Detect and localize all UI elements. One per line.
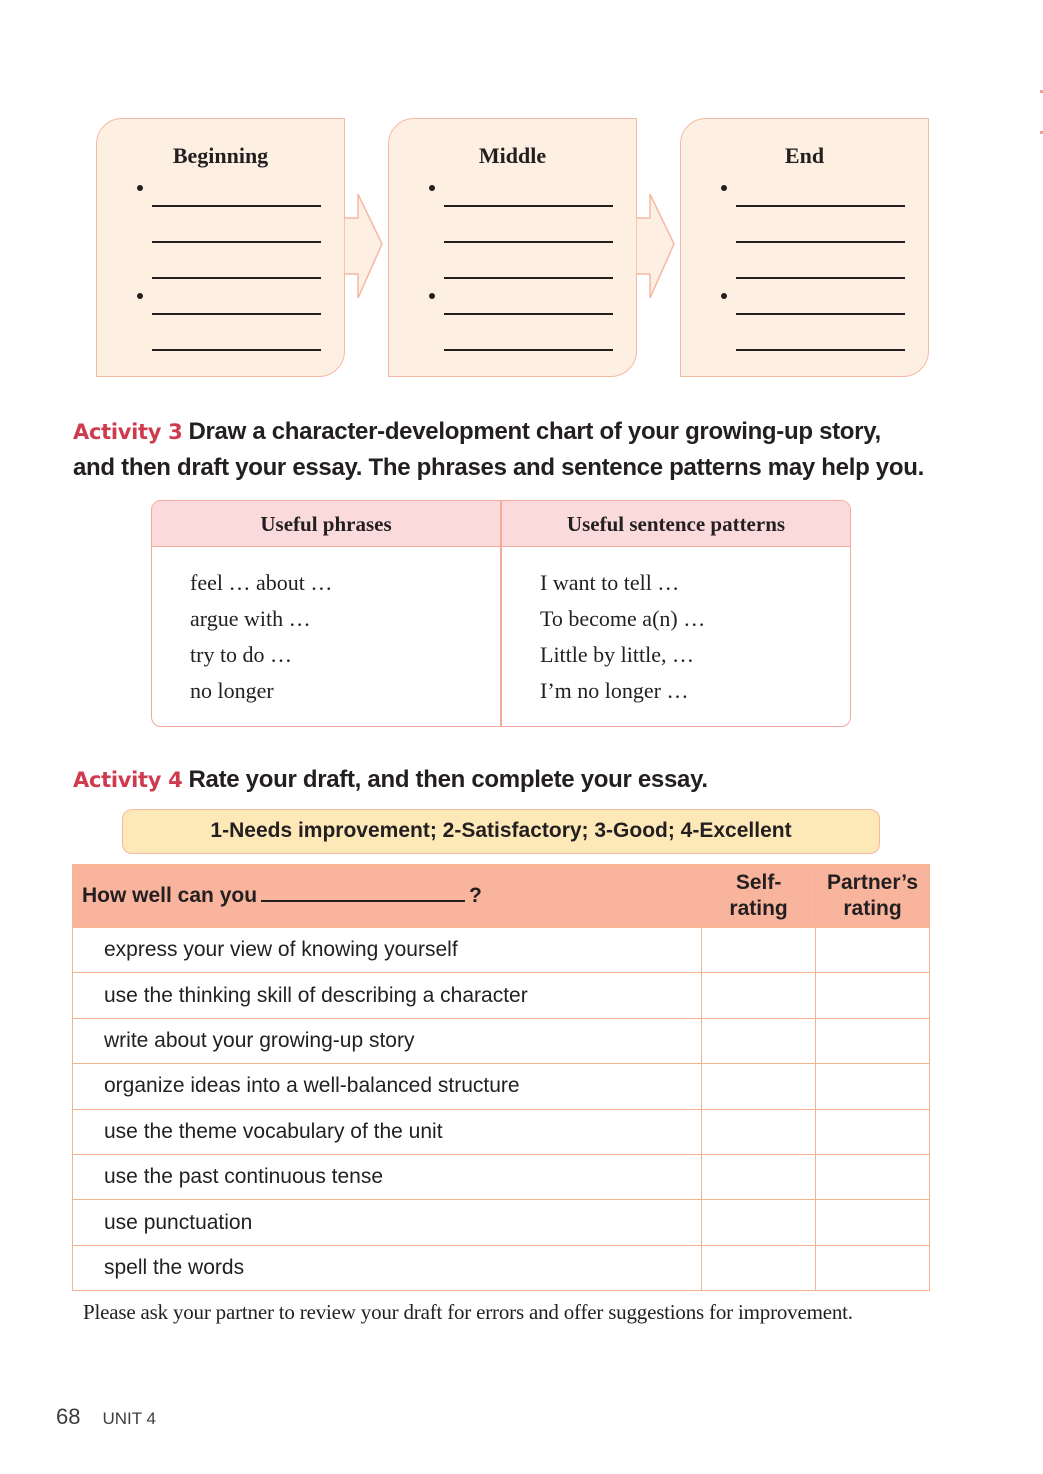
flow-box-title: Beginning — [172, 143, 269, 168]
skill-cell: use punctuation — [73, 1200, 702, 1245]
partner-rating-cell[interactable] — [816, 1109, 930, 1154]
flow-box-title: End — [784, 143, 825, 168]
bullet-icon — [429, 293, 435, 299]
question-prefix: How well can you — [82, 884, 258, 907]
table-row — [73, 1200, 930, 1245]
skill-cell: use the thinking skill of describing a character — [73, 973, 702, 1018]
self-rating-cell[interactable] — [702, 1109, 816, 1154]
writing-line[interactable] — [736, 313, 905, 315]
self-rating-cell[interactable] — [702, 1018, 816, 1063]
pattern-item: I’m no longer … — [540, 678, 689, 703]
question-suffix: ? — [469, 884, 482, 907]
phrase-item: feel … about … — [190, 570, 333, 595]
writing-line[interactable] — [444, 349, 613, 351]
writing-line[interactable] — [736, 349, 905, 351]
self-rating-cell[interactable] — [702, 928, 816, 973]
flow-box-end — [680, 118, 929, 377]
writing-line[interactable] — [736, 277, 905, 279]
question-header — [73, 865, 702, 928]
activity-tag: Activity 4 — [73, 768, 183, 792]
writing-line[interactable] — [152, 277, 321, 279]
arrow-right-icon — [344, 194, 386, 298]
unit-label: UNIT 4 — [102, 1409, 157, 1428]
self-rating-cell[interactable] — [702, 973, 816, 1018]
table-row — [73, 1245, 930, 1290]
flow-box-beginning — [96, 118, 345, 377]
phrase-item: no longer — [190, 678, 274, 703]
writing-line[interactable] — [736, 241, 905, 243]
page-footer — [56, 1404, 156, 1430]
table-row — [73, 928, 930, 973]
bullet-icon — [721, 185, 727, 191]
partner-rating-cell[interactable] — [816, 1245, 930, 1290]
pattern-item: Little by little, … — [540, 642, 694, 667]
story-flow-chart — [96, 118, 930, 378]
header-useful-sentence-patterns: Useful sentence patterns — [566, 512, 786, 536]
arrow-right-icon — [636, 194, 678, 298]
phrase-item: try to do … — [190, 642, 293, 667]
pattern-item: I want to tell … — [540, 570, 680, 595]
activity-3-heading — [73, 414, 973, 486]
skill-cell: spell the words — [73, 1245, 702, 1290]
flow-box-title: Middle — [478, 143, 547, 168]
writing-line[interactable] — [444, 313, 613, 315]
partner-rating-cell[interactable] — [816, 1064, 930, 1109]
pattern-item: To become a(n) … — [540, 606, 706, 631]
writing-line[interactable] — [152, 349, 321, 351]
header-useful-phrases: Useful phrases — [260, 512, 392, 536]
bullet-icon — [137, 293, 143, 299]
writing-line[interactable] — [444, 205, 613, 207]
bullet-icon — [429, 185, 435, 191]
table-row — [73, 1018, 930, 1063]
partner-rating-cell[interactable] — [816, 928, 930, 973]
page-number: 68 — [56, 1404, 81, 1429]
writing-line[interactable] — [444, 241, 613, 243]
rating-legend: 1-Needs improvement; 2-Satisfactory; 3-Good; 4-Excellent — [122, 809, 880, 854]
partner-rating-cell[interactable] — [816, 973, 930, 1018]
self-rating-cell[interactable] — [702, 1200, 816, 1245]
writing-line[interactable] — [444, 277, 613, 279]
table-header-row — [73, 865, 930, 928]
writing-line[interactable] — [736, 205, 905, 207]
partner-rating-header: Partner’s rating — [816, 865, 930, 928]
activity-tag: Activity 3 — [73, 420, 183, 444]
activity-4-heading — [73, 762, 708, 798]
table-row — [73, 1154, 930, 1199]
bullet-icon — [137, 185, 143, 191]
table-row — [73, 973, 930, 1018]
writing-line[interactable] — [152, 205, 321, 207]
self-assessment-table — [72, 864, 930, 1291]
skill-cell: use the past continuous tense — [73, 1154, 702, 1199]
skill-cell: use the theme vocabulary of the unit — [73, 1109, 702, 1154]
self-rating-cell[interactable] — [702, 1064, 816, 1109]
activity-instruction: Draw a character-development chart of your growing-up story, and then draft your essay. The phrases and sentence patterns may help you. — [73, 418, 924, 481]
blank-line[interactable] — [261, 886, 465, 902]
bullet-icon — [721, 293, 727, 299]
skill-cell: organize ideas into a well-balanced structure — [73, 1064, 702, 1109]
writing-line[interactable] — [152, 241, 321, 243]
self-rating-header: Self- rating — [702, 865, 816, 928]
phrase-item: argue with … — [190, 606, 311, 631]
partner-rating-cell[interactable] — [816, 1154, 930, 1199]
useful-phrases-table — [151, 500, 851, 727]
writing-line[interactable] — [152, 313, 321, 315]
skill-cell: write about your growing-up story — [73, 1018, 702, 1063]
partner-review-note: Please ask your partner to review your draft for errors and offer suggestions for improvement. — [83, 1300, 853, 1324]
table-row — [73, 1109, 930, 1154]
skill-cell: express your view of knowing yourself — [73, 928, 702, 973]
patterns-list — [540, 565, 705, 709]
partner-rating-cell[interactable] — [816, 1018, 930, 1063]
self-rating-cell[interactable] — [702, 1154, 816, 1199]
flow-box-middle — [388, 118, 637, 377]
partner-rating-cell[interactable] — [816, 1200, 930, 1245]
table-row — [73, 1064, 930, 1109]
phrases-list — [190, 565, 332, 709]
self-rating-cell[interactable] — [702, 1245, 816, 1290]
activity-instruction: Rate your draft, and then complete your essay. — [188, 766, 708, 793]
